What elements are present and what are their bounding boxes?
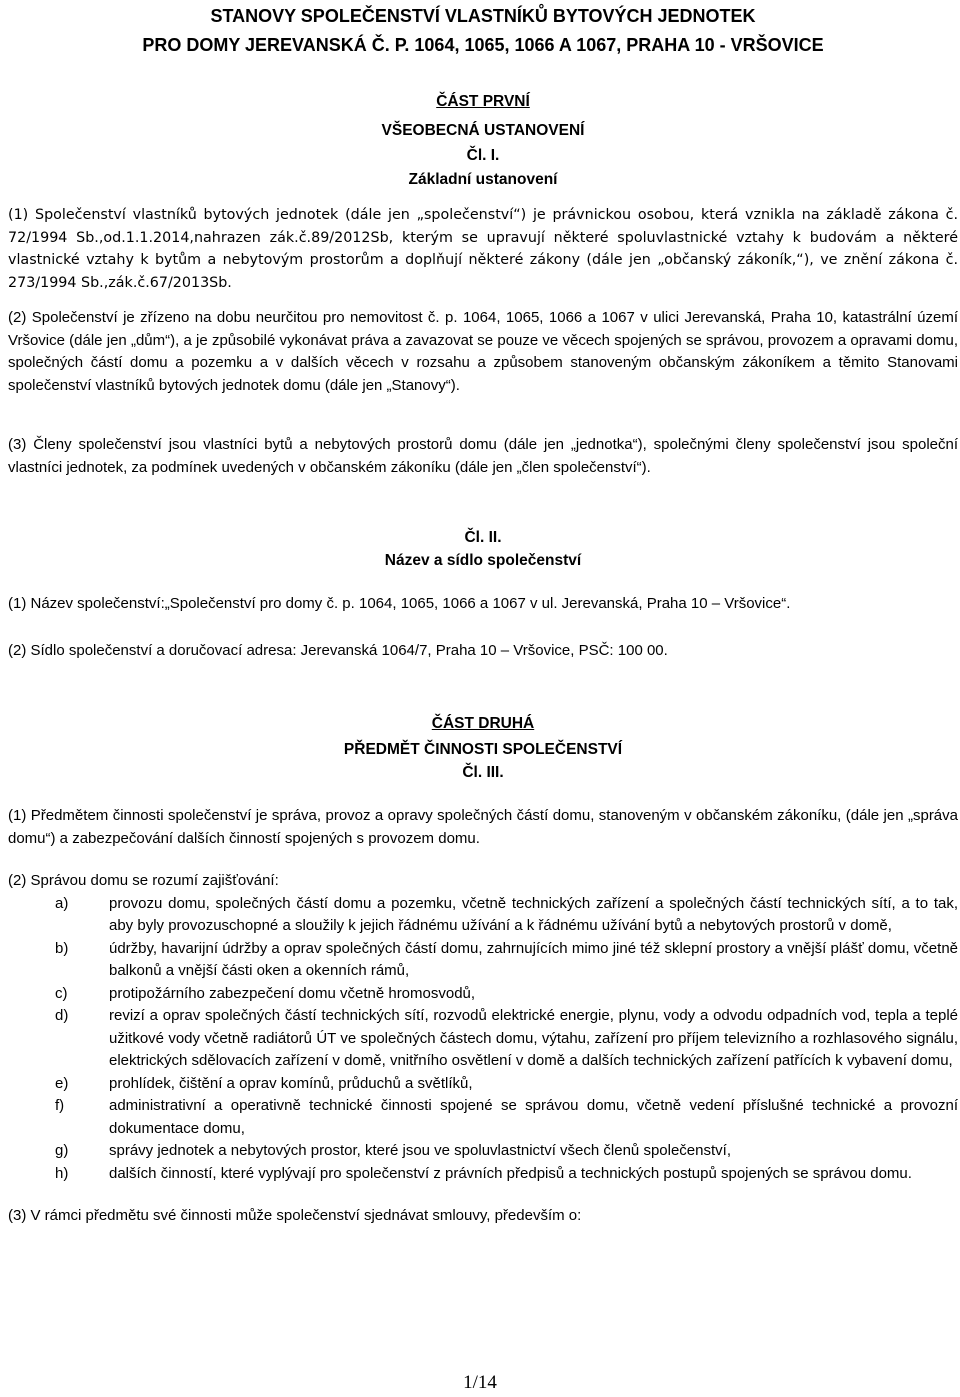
list-item-text: dalších činností, které vyplývají pro společenství z právních předpisů a technických postupů spojených se správou domu. — [109, 1164, 912, 1182]
list-item — [8, 938, 958, 983]
document-page — [8, 0, 958, 1228]
article3-paragraph-1: (1) Předmětem činnosti společenství je správa, provoz a opravy společných částí domu, stanoveným v občanském zákoníku, (dále jen „správa domu“) a zabezpečování dalších činností spojených s provozem domu. — [8, 807, 958, 847]
article2-number: Čl. II. — [464, 529, 502, 546]
list-item-letter: f) — [55, 1097, 65, 1114]
list-item — [8, 1073, 958, 1096]
article3-number: Čl. III. — [462, 764, 504, 781]
list-item-letter: g) — [55, 1142, 69, 1159]
list-item-text: provozu domu, společných částí domu a pozemku, včetně technických zařízení a společných částí technických sítí, a to tak, aby byly provozuschopné a sloužily k jejich řádnému užívání a k řádnému užívání bytů a nebytových prostorů v domě, — [109, 894, 958, 934]
list-item-text: údržby, havarijní údržby a oprav společných částí domu, zahrnujících mimo jiné též sklepní prostory a vnější plášť domu, včetně balkonů a vnější části oken a okenních rámů, — [109, 939, 958, 979]
title-line-1: STANOVY SPOLEČENSTVÍ VLASTNÍKŮ BYTOVÝCH JEDNOTEK — [210, 6, 756, 26]
document-title — [8, 2, 958, 60]
list-item-text: revizí a oprav společných částí technických sítí, rozvodů elektrické energie, plynu, vody a odvodu odpadních vod, tepla a teplé užitkové vody včetně radiátorů ÚT ve společných částech domu, výtahu, zařízení pro příjem televizního a rozhlasového signálu, elektrických sdělovacích zařízení v domě, vnitřního osvětlení v domě a dalších technických zařízení patřících k vybavení domu, — [109, 1007, 958, 1069]
article2-title: Název a sídlo společenství — [384, 552, 582, 569]
article3-paragraph-3: (3) V rámci předmětu své činnosti může společenství sjednávat smlouvy, především o: — [8, 1207, 582, 1224]
article2-paragraph-2: (2) Sídlo společenství a doručovací adresa: Jerevanská 1064/7, Praha 10 – Vršovice, PSČ: 100 00. — [8, 641, 668, 659]
article3-paragraph-2: (2) Správou domu se rozumí zajišťování: — [8, 872, 279, 889]
part1-subheading: VŠEOBECNÁ USTANOVENÍ — [381, 122, 585, 139]
list-item — [8, 893, 958, 938]
title-line-2: PRO DOMY JEREVANSKÁ Č. P. 1064, 1065, 1066 A 1067, PRAHA 10 - VRŠOVICE — [142, 35, 824, 55]
article1-title: Základní ustanovení — [408, 171, 558, 188]
list-item — [8, 1163, 958, 1186]
part2-subheading: PŘEDMĚT ČINNOSTI SPOLEČENSTVÍ — [343, 741, 623, 758]
article3-list — [8, 893, 958, 1186]
part2-heading: ČÁST DRUHÁ — [431, 715, 535, 732]
list-item-letter: d) — [55, 1007, 69, 1024]
list-item — [8, 1095, 958, 1140]
article1-number: Čl. I. — [466, 147, 500, 164]
article1-paragraph-3: (3) Členy společenství jsou vlastníci bytů a nebytových prostorů domu (dále jen „jednotka“), společnými členy společenství jsou společní vlastníci jednotek, za podmínek uvedených v občanském zákoníku (dále jen „člen společenství“). — [8, 436, 958, 476]
list-item-text: protipožárního zabezpečení domu včetně hromosvodů, — [109, 984, 476, 1002]
list-item — [8, 983, 958, 1006]
list-item-letter: b) — [55, 939, 69, 957]
article1-paragraph-2: (2) Společenství je zřízeno na dobu neurčitou pro nemovitost č. p. 1064, 1065, 1066 a 1067 v ulici Jerevanská, Praha 10, katastrální území Vršovice (dále jen „dům“), a je způsobilé vykonávat práva a zavazovat se pouze ve věcech spojených se správou, provozem a opravami domu, společných částí domu a pozemku a v dalších věcech v rozsahu a způsobem stanoveným občanským zákoníkem a těmito Stanovami společenství vlastníků bytových jednotek domu (dále jen „Stanovy“). — [8, 309, 958, 394]
list-item-text: prohlídek, čištění a oprav komínů, průduchů a světlíků, — [109, 1074, 473, 1092]
list-item-letter: a) — [55, 894, 69, 912]
list-item-letter: c) — [55, 984, 68, 1002]
list-item-letter: e) — [55, 1074, 69, 1092]
list-item — [8, 1005, 958, 1073]
list-item-text: správy jednotek a nebytových prostor, které jsou ve spoluvlastnictví všech členů společenství, — [109, 1142, 731, 1159]
part1-heading: ČÁST PRVNÍ — [436, 93, 530, 110]
list-item-letter: h) — [55, 1164, 69, 1182]
list-item — [8, 1140, 958, 1163]
article1-paragraph-1: (1) Společenství vlastníků bytových jednotek (dále jen „společenství“) je právnickou osobou, která vznikla na základě zákona č. 72/1994 Sb.,od.1.1.2014,nahrazen zák.č.89/2012Sb, kterým se upravují některé spoluvlastnické vztahy k budovám a některé vlastnické vztahy k bytům a nebytovým prostorům a doplňují některé zákony (dále jen „občanský zákoník,“), ve znění zákona č. 273/1994 Sb.,zák.č.67/2013Sb. — [8, 207, 958, 291]
article2-paragraph-1: (1) Název společenství:„Společenství pro domy č. p. 1064, 1065, 1066 a 1067 v ul. Jerevanská, Praha 10 – Vršovice“. — [8, 595, 791, 612]
list-item-text: administrativní a operativně technické činnosti spojené se správou domu, včetně vedení příslušné technické a provozní dokumentace domu, — [109, 1097, 958, 1137]
page-number: 1/14 — [463, 1372, 497, 1393]
